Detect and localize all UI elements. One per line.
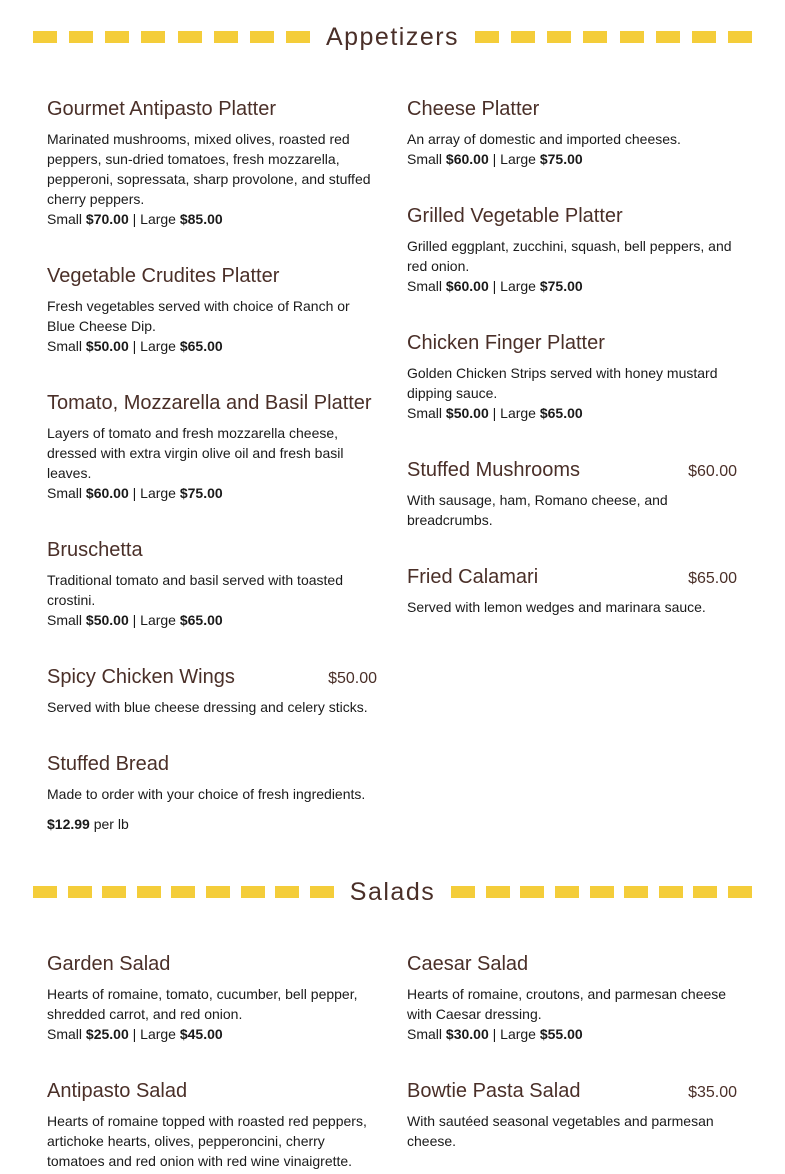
item-size-prices: Small $60.00 | Large $75.00 [407, 151, 583, 167]
decorative-dash [620, 31, 644, 43]
item-description: Hearts of romaine topped with roasted red peppers, artichoke hearts, olives, pepperoncini, cherry tomatoes and red onion with red wine vinaigrette. [47, 1113, 367, 1169]
item-name: Bruschetta [47, 539, 143, 561]
decorative-dash [555, 886, 579, 898]
item-name: Grilled Vegetable Platter [407, 205, 623, 227]
decorative-dash [250, 31, 274, 43]
item-size-prices: Small $70.00 | Large $85.00 [47, 211, 223, 227]
decorative-dashes-right [451, 886, 752, 898]
decorative-dash [178, 31, 202, 43]
item-description: Grilled eggplant, zucchini, squash, bell peppers, and red onion. [407, 238, 732, 274]
decorative-dash [728, 886, 752, 898]
decorative-dash [511, 31, 535, 43]
item-description: Golden Chicken Strips served with honey mustard dipping sauce. [407, 365, 718, 401]
menu-item [47, 665, 377, 717]
decorative-dash [583, 31, 607, 43]
decorative-dash [692, 31, 716, 43]
decorative-dash [206, 886, 230, 898]
menu-item [407, 458, 737, 530]
decorative-dash [547, 31, 571, 43]
section-title: Appetizers [325, 22, 460, 51]
section-header-appetizers [33, 22, 752, 52]
decorative-dash [486, 886, 510, 898]
decorative-dash [137, 886, 161, 898]
item-name: Garden Salad [47, 953, 171, 975]
item-price: $50.00 [328, 670, 377, 687]
decorative-dash [520, 886, 544, 898]
item-name: Stuffed Bread [47, 753, 169, 775]
decorative-dash [728, 31, 752, 43]
item-name: Tomato, Mozzarella and Basil Platter [47, 392, 372, 414]
menu-item [47, 752, 377, 834]
decorative-dash [286, 31, 310, 43]
menu-item [47, 264, 377, 356]
menu-item [407, 952, 737, 1044]
decorative-dash [241, 886, 265, 898]
menu-item [407, 97, 737, 169]
item-name: Bowtie Pasta Salad [407, 1080, 581, 1102]
item-price: $35.00 [688, 1084, 737, 1101]
item-name: Spicy Chicken Wings [47, 666, 235, 688]
item-name: Vegetable Crudites Platter [47, 265, 280, 287]
decorative-dash [451, 886, 475, 898]
item-description: Marinated mushrooms, mixed olives, roasted red peppers, sun-dried tomatoes, fresh mozzarella, pepperoni, sopressata, sharp provolone, and stuffed cherry peppers. [47, 131, 371, 207]
decorative-dash [68, 886, 92, 898]
item-size-prices: Small $30.00 | Large $55.00 [407, 1026, 583, 1042]
section-header-salads [33, 877, 752, 907]
decorative-dash [624, 886, 648, 898]
item-description: Made to order with your choice of fresh ingredients. [47, 786, 366, 802]
decorative-dashes-left [33, 886, 334, 898]
item-description: Layers of tomato and fresh mozzarella cheese, dressed with extra virgin olive oil and fresh basil leaves. [47, 425, 344, 481]
item-description: Traditional tomato and basil served with toasted crostini. [47, 572, 343, 608]
item-name: Caesar Salad [407, 953, 529, 975]
item-description: Fresh vegetables served with choice of Ranch or Blue Cheese Dip. [47, 298, 350, 334]
section-title: Salads [349, 877, 436, 906]
decorative-dash [105, 31, 129, 43]
decorative-dash [141, 31, 165, 43]
item-size-prices: Small $50.00 | Large $65.00 [47, 612, 223, 628]
item-description: With sautéed seasonal vegetables and parmesan cheese. [407, 1113, 714, 1149]
item-price: $65.00 [688, 570, 737, 587]
item-size-prices: Small $60.00 | Large $75.00 [47, 485, 223, 501]
decorative-dash [171, 886, 195, 898]
item-name: Antipasto Salad [47, 1080, 188, 1102]
item-description: Hearts of romaine, tomato, cucumber, bell pepper, shredded carrot, and red onion. [47, 986, 358, 1022]
decorative-dash [69, 31, 93, 43]
decorative-dash [693, 886, 717, 898]
decorative-dash [475, 31, 499, 43]
decorative-dash [659, 886, 683, 898]
menu-item [47, 538, 377, 630]
menu-item [407, 1079, 737, 1151]
decorative-dash [214, 31, 238, 43]
item-per-weight-price: $12.99 per lb [47, 816, 129, 832]
item-size-prices: Small $60.00 | Large $75.00 [407, 278, 583, 294]
item-description: Served with blue cheese dressing and celery sticks. [47, 699, 368, 715]
menu-item [47, 1079, 377, 1171]
item-name: Gourmet Antipasto Platter [47, 98, 277, 120]
decorative-dash [656, 31, 680, 43]
item-description: An array of domestic and imported cheeses. [407, 131, 681, 147]
decorative-dashes-left [33, 31, 310, 43]
menu-item [47, 97, 377, 229]
item-description: Served with lemon wedges and marinara sauce. [407, 599, 706, 615]
item-name: Stuffed Mushrooms [407, 459, 581, 481]
item-size-prices: Small $50.00 | Large $65.00 [407, 405, 583, 421]
item-description: With sausage, ham, Romano cheese, and breadcrumbs. [407, 492, 668, 528]
decorative-dash [33, 886, 57, 898]
menu-item [407, 565, 737, 617]
menu-item [47, 952, 377, 1044]
item-name: Cheese Platter [407, 98, 540, 120]
item-name: Fried Calamari [407, 566, 539, 588]
menu-item [407, 331, 737, 423]
item-price: $60.00 [688, 463, 737, 480]
decorative-dash [310, 886, 334, 898]
decorative-dash [590, 886, 614, 898]
item-size-prices: Small $25.00 | Large $45.00 [47, 1026, 223, 1042]
decorative-dashes-right [475, 31, 752, 43]
decorative-dash [102, 886, 126, 898]
item-description: Hearts of romaine, croutons, and parmesan cheese with Caesar dressing. [407, 986, 727, 1022]
decorative-dash [275, 886, 299, 898]
menu-item [47, 391, 387, 503]
item-size-prices: Small $50.00 | Large $65.00 [47, 338, 223, 354]
decorative-dash [33, 31, 57, 43]
menu-item [407, 204, 737, 296]
item-name: Chicken Finger Platter [407, 332, 605, 354]
